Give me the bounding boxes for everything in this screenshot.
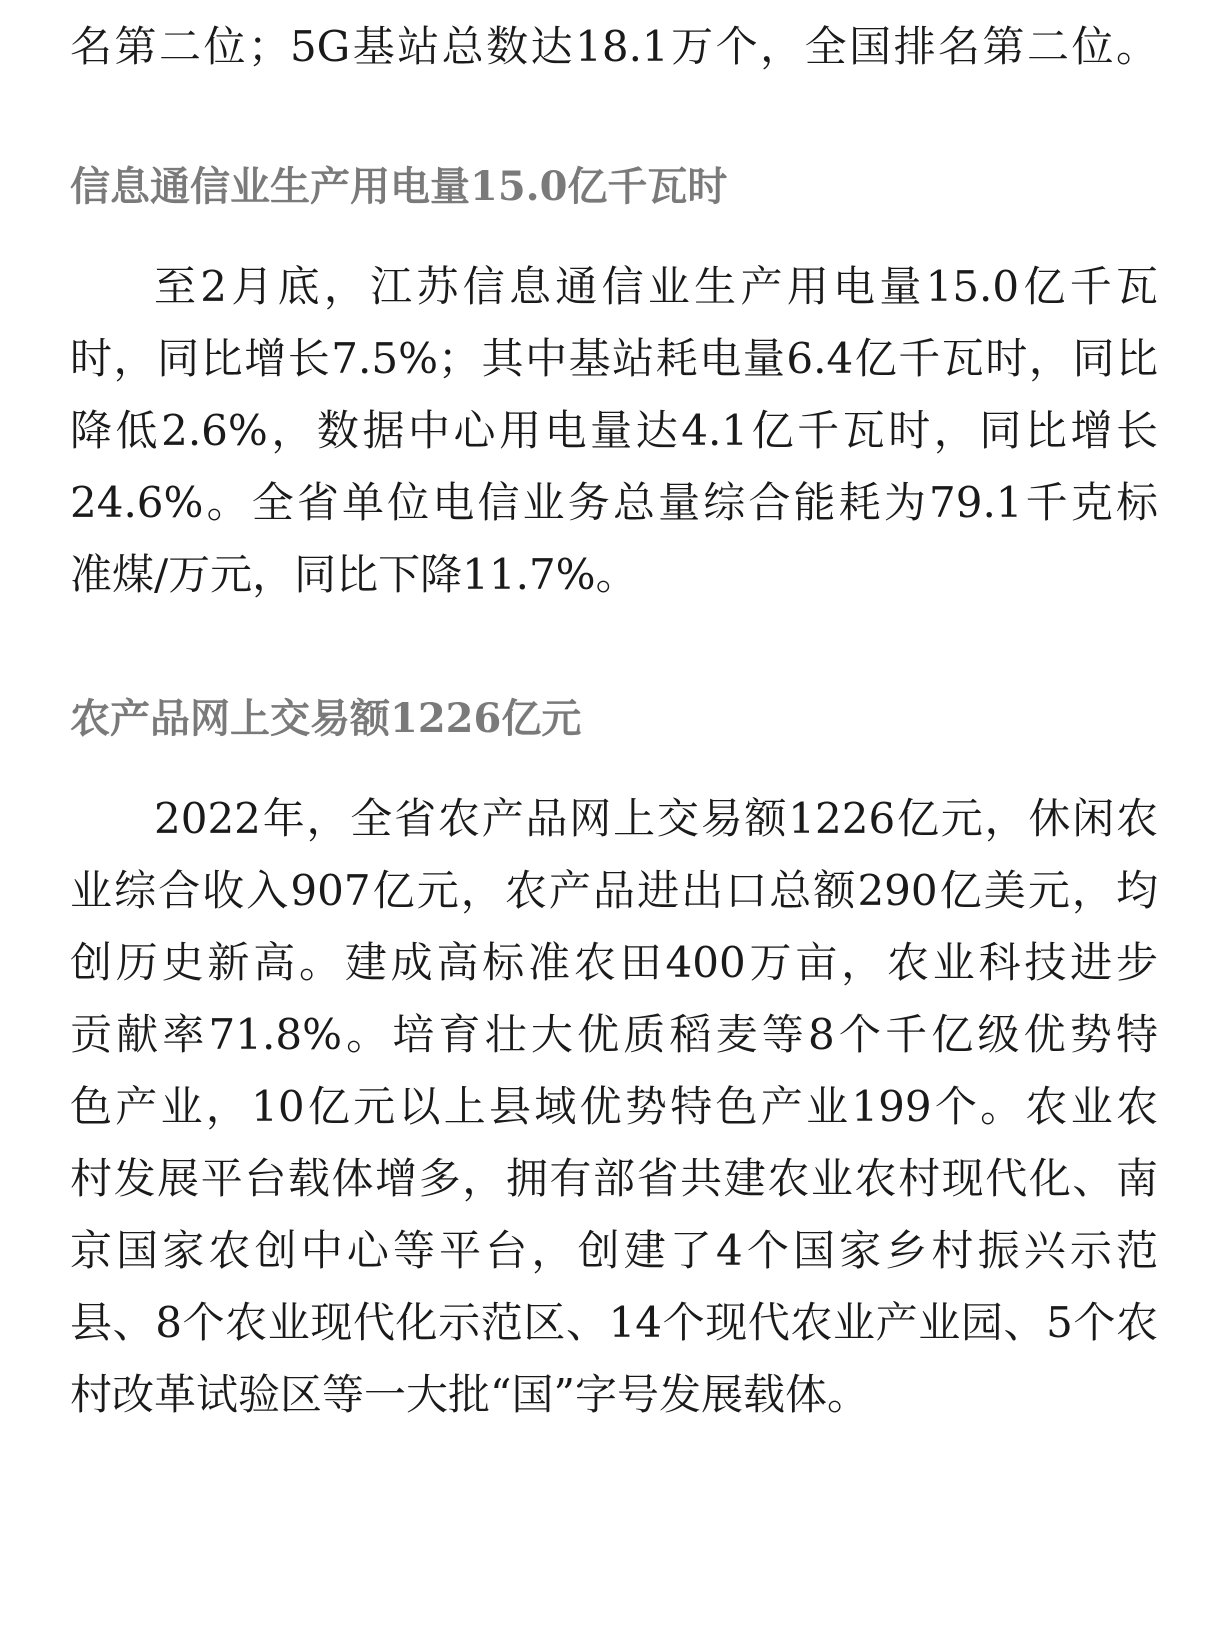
section-2-line-3: 创历史新高。建成高标准农田400万亩，农业科技进步 xyxy=(70,938,1158,987)
section-2-line-7: 京国家农创中心等平台，创建了4个国家乡村振兴示范 xyxy=(70,1226,1158,1275)
section-2-line-6: 村发展平台载体增多，拥有部省共建农业农村现代化、南 xyxy=(70,1154,1158,1203)
section-1-line-1: 至2月底，江苏信息通信业生产用电量15.0亿千瓦 xyxy=(154,262,1158,311)
section-2-heading: 农产品网上交易额1226亿元 xyxy=(70,695,582,742)
section-2-line-8: 县、8个农业现代化示范区、14个现代农业产业园、5个农 xyxy=(70,1298,1158,1347)
section-1-line-4: 24.6%。全省单位电信业务总量综合能耗为79.1千克标 xyxy=(70,478,1158,527)
section-2-line-2: 业综合收入907亿元，农产品进出口总额290亿美元，均 xyxy=(70,866,1158,915)
intro-line-1: 名第二位；5G基站总数达18.1万个，全国排名第二位。 xyxy=(70,22,1158,71)
section-1-line-5: 准煤/万元，同比下降11.7%。 xyxy=(70,550,638,599)
section-1-line-2: 时，同比增长7.5%；其中基站耗电量6.4亿千瓦时，同比 xyxy=(70,334,1158,383)
section-1-line-3: 降低2.6%，数据中心用电量达4.1亿千瓦时，同比增长 xyxy=(70,406,1158,455)
section-1-heading: 信息通信业生产用电量15.0亿千瓦时 xyxy=(70,163,728,210)
section-2-line-1: 2022年，全省农产品网上交易额1226亿元，休闲农 xyxy=(154,794,1158,843)
section-2-line-5: 色产业，10亿元以上县域优势特色产业199个。农业农 xyxy=(70,1082,1158,1131)
section-2-line-9: 村改革试验区等一大批“国”字号发展载体。 xyxy=(70,1370,869,1419)
section-2-line-4: 贡献率71.8%。培育壮大优质稻麦等8个千亿级优势特 xyxy=(70,1010,1158,1059)
